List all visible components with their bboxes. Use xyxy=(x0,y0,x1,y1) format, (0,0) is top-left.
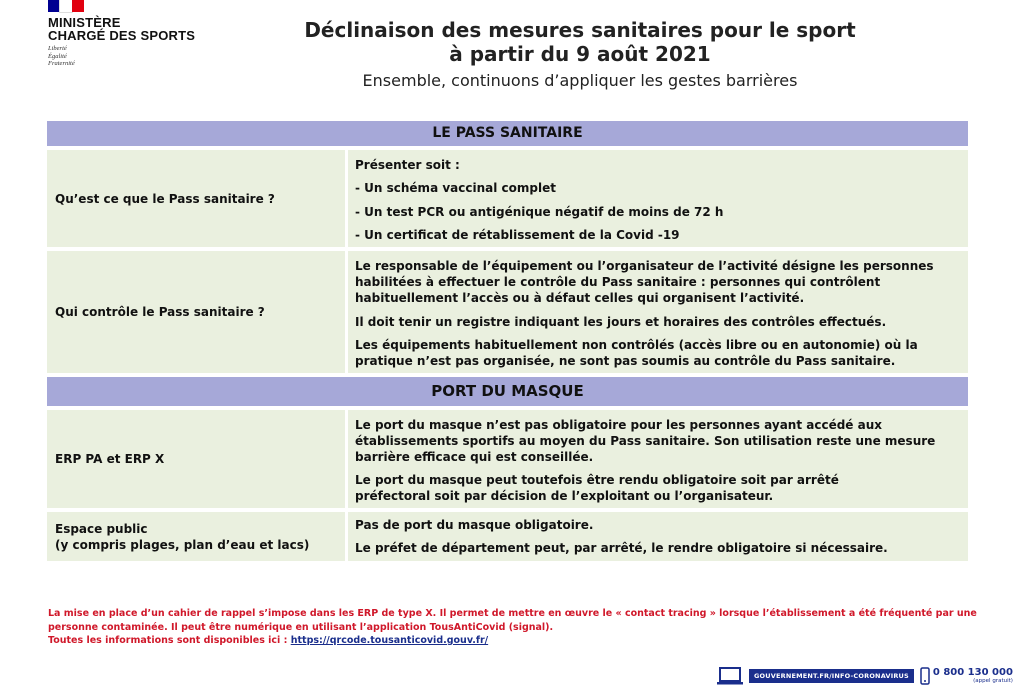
phone-number[interactable]: 0 800 130 000 xyxy=(932,667,1013,678)
table-row: Espace public (y compris plages, plan d’eau et lacs) Pas de port du masque obligatoire. Le préfet de département peut, par arrêté, le rendre obligatoire si nécessaire. xyxy=(47,512,968,561)
contact-bar xyxy=(716,665,1013,687)
section-header-port-du-masque: PORT DU MASQUE xyxy=(47,377,968,406)
table-row: Qui contrôle le Pass sanitaire ? Le responsable de l’équipement ou l’organisateur de l’activité désigne les personnes habilitées à effectuer le contrôle du Pass sanitaire : personnes qui contrôlent habituellement l’accès ou à défaut celles qui organisent l’activité. Il doit tenir un registre indiquant les jours et horaires des contrôles effectués. Les équipements habituellement non contrôlés (accès libre ou en autonomie) où la pratique n’est pas organisée, ne sont pas soumis au contrôle du Pass sanitaire. xyxy=(47,251,968,373)
column-divider xyxy=(345,512,348,561)
laptop-icon xyxy=(716,666,744,686)
ministry-name: MINISTÈRE CHARGÉ DES SPORTS xyxy=(48,15,196,43)
footer-note: La mise en place d’un cahier de rappel s’impose dans les ERP de type X. Il permet de mettre en œuvre le « contact tracing » lorsque l’établissement a été fréquenté par une personne contaminée. Il peut être numérique en utilisant l’application TousAntiCovid (signal). Toutes les informations sont disponibles ici : https://qrcode.tousanticovid.gouv.fr/ xyxy=(48,608,977,646)
section-header-pass-sanitaire: LE PASS SANITAIRE xyxy=(47,121,968,146)
row-label: Qui contrôle le Pass sanitaire ? xyxy=(55,305,265,319)
gov-website-link[interactable]: GOUVERNEMENT.FR/INFO-CORONAVIRUS xyxy=(749,669,914,683)
phone-icon xyxy=(920,667,930,685)
french-flag-icon xyxy=(48,0,84,12)
republic-motto: Liberté Égalité Fraternité xyxy=(48,45,75,67)
info-link[interactable]: https://qrcode.tousanticovid.gouv.fr/ xyxy=(290,635,489,646)
phone-note: (appel gratuit) xyxy=(973,678,1013,684)
column-divider xyxy=(345,150,348,247)
phone-contact xyxy=(933,667,1013,685)
page-subtitle: Ensemble, continuons d’appliquer les gestes barrières xyxy=(362,71,798,90)
column-divider xyxy=(345,251,348,373)
row-label: Qu’est ce que le Pass sanitaire ? xyxy=(55,191,275,206)
page-title: Déclinaison des mesures sanitaires pour le sport à partir du 9 août 2021 xyxy=(304,18,856,66)
ministry-logo xyxy=(48,0,195,68)
column-divider xyxy=(345,410,348,508)
table-row: ERP PA et ERP X Le port du masque n’est pas obligatoire pour les personnes ayant accédé aux établissements sportifs au moyen du Pass sanitaire. Son utilisation reste une mesure barrière efficace qui est conseillée. Le port du masque peut toutefois être rendu obligatoire soit par arrêté préfectoral soit par décision de l’exploitant ou l’organisateur. xyxy=(47,410,968,508)
table-row: Qu’est ce que le Pass sanitaire ? Présenter soit : - Un schéma vaccinal complet - Un test PCR ou antigénique négatif de moins de 72 h - Un certificat de rétablissement de la Covid -19 xyxy=(47,150,968,247)
row-label: ERP PA et ERP X xyxy=(55,452,165,466)
row-label: Espace public (y compris plages, plan d’eau et lacs) xyxy=(55,521,310,552)
